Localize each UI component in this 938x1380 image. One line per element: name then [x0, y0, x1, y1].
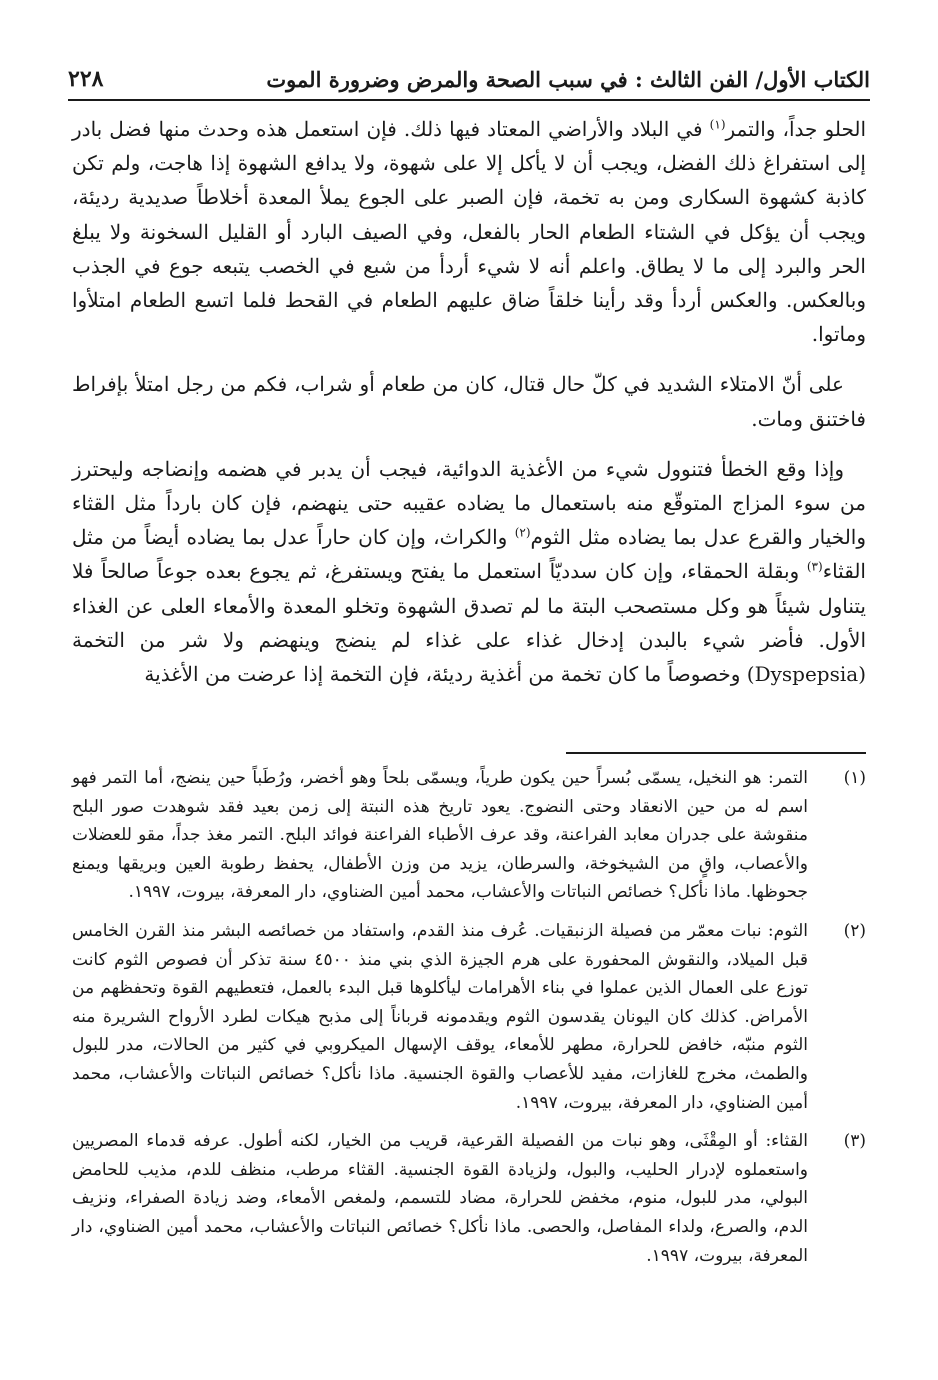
- footnote-number: (٣): [843, 1131, 866, 1152]
- paragraph-3-part-1: وإذا وقع الخطأ فتنوول شيء من الأغذية الدوائية، فيجب أن يدبر في هضمه وإنضاجه وليحترز من سوء المزاج المتوقّع منه باستعمال ما يضاده عقيبه حتى ينهضم، فإن كان بارداً مثل القثاء والخيار والقرع عدل بما يضاده مثل الثوم: [72, 456, 866, 550]
- paragraph-1-rest: في البلاد والأراضي المعتاد فيها ذلك. فإن استعمل هذه وحدث منها فضل بادر إلى استفراغ ذلك الفضل، ويجب أن لا يأكل إلا على شهوة، ولا يدافع الشهوة إذا هاجت، ولم تكن كاذبة كشهوة السكارى ومن به تخمة، فإن الصبر على الجوع يملأ المعدة أخلاطاً صديدية رديئة، ويجب أن يؤكل في الشتاء الطعام الحار بالفعل، وفي الصيف البارد أو القليل السخونة ولا يبلغ الحر والبرد إلى ما لا يطاق. واعلم أنه لا شيء أردأ من شبع في الخصب يتبعه جوع في الجذب وبالعكس. والعكس أردأ وقد رأينا خلقاً ضاق عليهم الطعام في القحط فلما اتسع الطعام امتلأوا وماتوا.: [72, 117, 866, 347]
- header-rule: [68, 99, 870, 101]
- footnote-1: [72, 764, 866, 907]
- footnote-2: [72, 917, 866, 1117]
- footnote-text: القثاء: أو المِقْثَى، وهو نبات من الفصيلة القرعية، قريب من الخيار، لكنه أطول. عرفه قدماء المصريين واستعملوه لإدرار الحليب، والبول، ولزيادة القوة الجنسية. القثاء مرطب، منظف للدم، مذيب للحامض البولي، مدر للبول، منوم، مخفض للحرارة، مضاد للتسمم، ولمغص الأمعاء، وضد زيادة الصفراء، ونزيف الدم، والصرع، ولداء المفاصل، والحصى. ماذا نأكل؟ خصائص النباتات والأعشاب، محمد أمين الضناوي، دار المعرفة، بيروت، ١٩٩٧.: [72, 1131, 808, 1266]
- paragraph-1-start: الحلو جداً، والتمر: [725, 117, 867, 141]
- footnote-text: الثوم: نبات معمّر من فصيلة الزنبقيات. عُرف منذ القدم، واستفاد من خصائصه البشر منذ القرن الخامس قبل الميلاد، والنقوش المحفورة على هرم الجيزة الذي بني منذ ٤٥٠٠ سنة تذكر أن فصوص الثوم كانت توزع على العمال الذين عملوا في بناء الأهرامات ليأكلوها قبل البدء بالعمل، فتعطيهم القوة وتحفظهم من الأمراض. كذلك كان اليونان يقدسون الثوم ويقدمونه قرباناً إلى مذبح هيكات لطرد الأرواح الشريرة منه الثوم منبّه، خافض للحرارة، مطهر للأمعاء، يوقف الإسهال الميكروبي في كثير من الحالات، مدر للبول والطمث، مخرج للغازات، مفيد للأعصاب والقوة الجنسية. ماذا نأكل؟ خصائص النباتات والأعشاب، محمد أمين الضناوي، دار المعرفة، بيروت، ١٩٩٧.: [72, 920, 808, 1113]
- footnote-number: (٢): [843, 920, 866, 941]
- paragraph-3-part-2: والكراث، وإن كان حاراً عدل بما يضاده أيضاً من مثل القثاء: [72, 525, 866, 584]
- footnote-ref-2: (٢): [514, 525, 531, 540]
- footnotes: [72, 764, 866, 1280]
- footnote-ref-1: (١): [709, 117, 726, 132]
- main-text: [72, 112, 866, 707]
- page-number: ٢٢٨: [68, 66, 104, 92]
- paragraph-3: [72, 452, 866, 691]
- paragraph-1: [72, 112, 866, 351]
- footnote-number: (١): [843, 768, 866, 788]
- page-header: [68, 52, 870, 92]
- running-title: الكتاب الأول/ الفن الثالث : في سبب الصحة والمرض وضرورة الموت: [266, 67, 870, 92]
- footnote-ref-3: (٣): [806, 559, 823, 574]
- footnote-rule: [566, 752, 866, 754]
- paragraph-3-part-3: وبقلة الحمقاء، وإن كان سدديّاً استعمل ما يفتح ويستفرغ، ثم يجوع بعده جوعاً صالحاً فلا يتناول شيئاً هو وكل مستصحب البتة ما لم تصدق الشهوة وتخلو المعدة والأمعاء العلى عن الغذاء الأول. فأضر شيء بالبدن إدخال غذاء على غذاء لم ينضج وينهضم ولا شر من التخمة (Dyspepsia) وخصوصاً ما كان تخمة من أغذية رديئة، فإن التخمة إذا عرضت من الأغذية: [72, 559, 866, 687]
- footnote-3: [72, 1127, 866, 1270]
- footnote-text: التمر: هو النخيل، يسمّى بُسراً حين يكون طرياً، ويسمّى بلحاً وهو أخضر، ورُطَباً حين ينضج، أما التمر فهو اسم له من حين الانعقاد وحتى النضوج. يعود تاريخ هذه النبتة إلى زمن بعيد فقد شوهدت صور البلح منقوشة على جدران معابد الفراعنة، وقد عرف الأطباء الفراعنة فوائد البلح. التمر مغذ جداً، مقو للعضلات والأعصاب، واقٍ من الشيخوخة، والسرطان، يزيد من وزن الأطفال، يحفظ رطوبة العين وبريقها ويمنع جحوظها. ماذا نأكل؟ خصائص النباتات والأعشاب، محمد أمين الضناوي، دار المعرفة، بيروت، ١٩٩٧.: [72, 768, 808, 903]
- paragraph-2: على أنّ الامتلاء الشديد في كلّ حال قتال، كان من طعام أو شراب، فكم من رجل امتلأ بإفراط فاختنق ومات.: [72, 372, 866, 431]
